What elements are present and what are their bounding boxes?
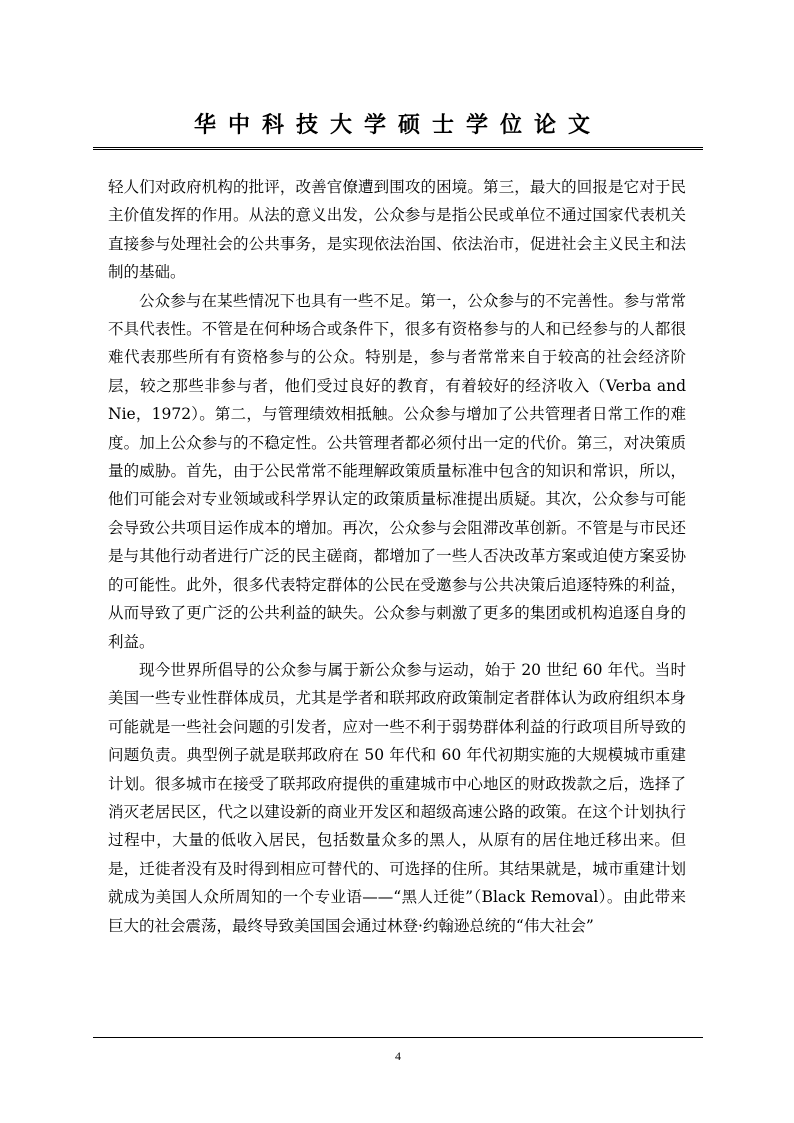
paragraph-continuation: 轻人们对政府机构的批评，改善官僚遭到围攻的困境。第三，最大的回报是它对于民主价值发挥的作用。从法的意义出发，公众参与是指公民或单位不通过国家代表机关直接参与处理社会的公共事务，是实现依法治国、依法治市，促进社会主义民主和法制的基础。 (108, 178, 686, 282)
header-rule (93, 147, 703, 150)
body-text (108, 173, 686, 940)
page-number: 4 (395, 1049, 401, 1063)
paragraph: 公众参与在某些情况下也具有一些不足。第一，公众参与的不完善性。参与常常不具代表性。不管是在何种场合或条件下，很多有资格参与的人和已经参与的人都很难代表那些所有有资格参与的公众。特别是，参与者常常来自于较高的社会经济阶层，较之那些非参与者，他们受过良好的教育，有着较好的经济收入（Verba and Nie，1972）。第二，与管理绩效相抵触。公众参与增加了公共管理者日常工作的难度。加上公众参与的不稳定性。公共管理者都必须付出一定的代价。第三，对决策质量的威胁。首先，由于公民常常不能理解政策质量标准中包含的知识和常识，所以，他们可能会对专业领域或科学界认定的政策质量标准提出质疑。其次，公众参与可能会导致公共项目运作成本的增加。再次，公众参与会阻滞改革创新。不管是与市民还是与其他行动者进行广泛的民主磋商，都增加了一些人否决改革方案或迫使方案妥协的可能性。此外，很多代表特定群体的公民在受邀参与公共决策后追逐特殊的利益，从而导致了更广泛的公共利益的缺失。公众参与刺激了更多的集团或机构追逐自身的利益。 (108, 291, 686, 651)
footer-rule (93, 1037, 703, 1038)
running-header-title: 华中科技大学硕士学位论文 (193, 112, 602, 138)
paragraph: 现今世界所倡导的公众参与属于新公众参与运动，始于 20 世纪 60 年代。当时美国一些专业性群体成员，尤其是学者和联邦政府政策制定者群体认为政府组织本身可能就是一些社会问题的引发者，应对一些不利于弱势群体利益的行政项目所导致的问题负责。典型例子就是联邦政府在 50 年代和 60 年代初期实施的大规模城市重建计划。很多城市在接受了联邦政府提供的重建城市中心地区的财政拨款之后，选择了消灭老居民区，代之以建设新的商业开发区和超级高速公路的政策。在这个计划执行过程中，大量的低收入居民，包括数量众多的黑人，从原有的居住地迁移出来。但是，迁徙者没有及时得到相应可替代的、可选择的住所。其结果就是，城市重建计划就成为美国人众所周知的一个专业语——“黑人迁徙”（Black Removal）。由此带来巨大的社会震荡，最终导致美国国会通过林登·约翰逊总统的“伟大社会” (108, 660, 686, 935)
